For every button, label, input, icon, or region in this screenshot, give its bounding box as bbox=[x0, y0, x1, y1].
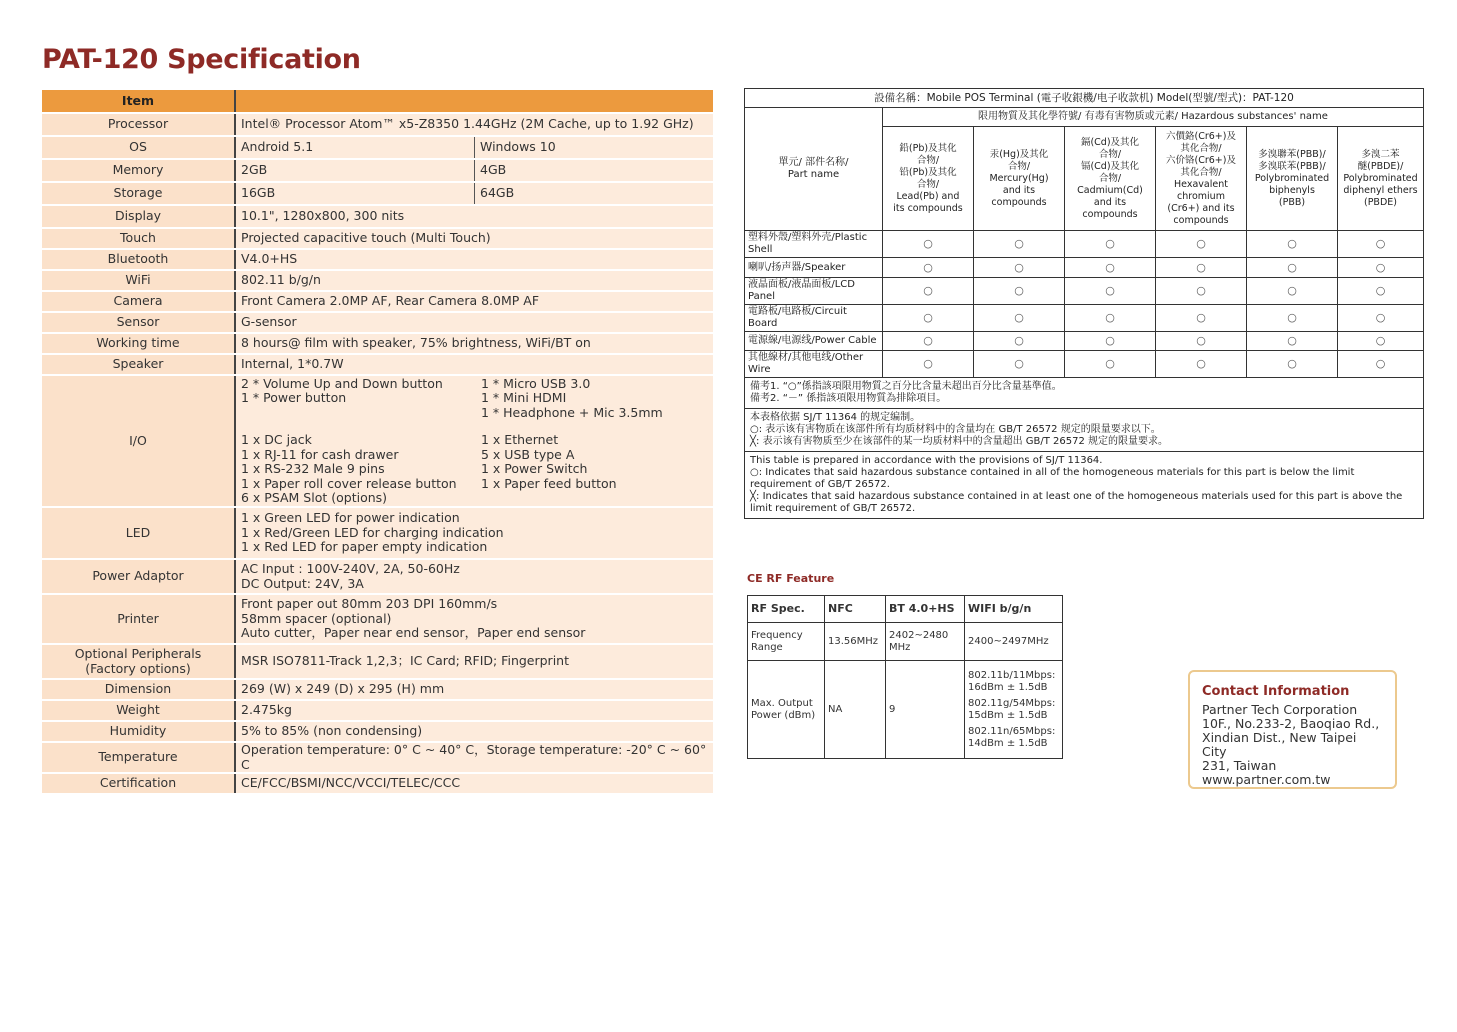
rohs-mark: ○ bbox=[1247, 231, 1338, 258]
rohs-note-line: 備考2. “－” 係指該項限用物質為排除項目。 bbox=[750, 393, 947, 404]
io-line: 1 x DC jack bbox=[241, 432, 312, 447]
spec-label: Camera bbox=[42, 292, 236, 311]
spec-value bbox=[236, 595, 713, 643]
page-title: PAT-120 Specification bbox=[42, 44, 361, 75]
rohs-note-line: 本表格依据 SJ/T 11364 的规定编制。 bbox=[750, 412, 921, 423]
rf-header: NFC bbox=[825, 596, 886, 623]
table-row bbox=[42, 183, 713, 204]
spec-label: Power Adaptor bbox=[42, 560, 236, 593]
table-row bbox=[42, 680, 713, 699]
spec-value: 5% to 85% (non condensing) bbox=[236, 722, 713, 741]
rohs-mark: ○ bbox=[1338, 351, 1424, 378]
rf-header: BT 4.0+HS bbox=[886, 596, 965, 623]
rohs-cell-line: 其化合物/ bbox=[1180, 166, 1222, 178]
rohs-cell-line: 汞(Hg)及其化 bbox=[989, 148, 1049, 160]
table-row bbox=[42, 560, 713, 593]
rf-cell: Frequency Range bbox=[748, 623, 825, 661]
rohs-cell-line: chromium bbox=[1177, 190, 1225, 202]
spec-label-line: (Factory options) bbox=[85, 660, 191, 676]
rohs-mark: ○ bbox=[1156, 231, 1247, 258]
io-line: 2 * Volume Up and Down button bbox=[241, 375, 443, 391]
rohs-title: 設備名稱：Mobile POS Terminal (電子收銀機/电子收款机) Model(型號/型式)：PAT-120 bbox=[745, 89, 1424, 108]
spec-value: 802.11 b/g/n bbox=[236, 271, 713, 290]
io-line: 1 x RS-232 Male 9 pins bbox=[241, 461, 385, 476]
spec-value: Intel® Processor Atom™ x5-Z8350 1.44GHz (2M Cache, up to 1.92 GHz) bbox=[236, 114, 713, 135]
spec-value: 8 hours@ film with speaker, 75% brightness, WiFi/BT on bbox=[236, 334, 713, 353]
rohs-cell-line: and its bbox=[1002, 184, 1036, 196]
rf-wifi-line: 15dBm ± 1.5dB bbox=[968, 709, 1048, 721]
rohs-cell-line: Polybrominated bbox=[1343, 172, 1418, 184]
rf-header: WIFI b/g/n bbox=[965, 596, 1063, 623]
rf-wifi-line: 802.11b/11Mbps: bbox=[968, 669, 1056, 681]
rohs-table bbox=[744, 88, 1424, 519]
rohs-mark: ○ bbox=[974, 231, 1065, 258]
io-line: 1 x Ethernet bbox=[481, 432, 559, 447]
rohs-cell-line: Part name bbox=[787, 169, 840, 180]
rohs-mark: ○ bbox=[1247, 305, 1338, 332]
spec-header-row bbox=[42, 90, 713, 112]
ce-rf-title: CE RF Feature bbox=[747, 572, 835, 585]
rohs-part-row bbox=[745, 305, 1424, 332]
rohs-cell-line: 六价铬(Cr6+)及 bbox=[1166, 154, 1236, 166]
table-row bbox=[42, 313, 713, 332]
rf-cell: 2400~2497MHz bbox=[965, 623, 1063, 661]
spec-label: OS bbox=[42, 137, 236, 158]
spec-label bbox=[42, 645, 236, 678]
spec-value-io bbox=[236, 376, 713, 506]
rohs-cell-line: compounds bbox=[1082, 208, 1138, 220]
spec-label: I/O bbox=[42, 376, 236, 506]
power-line: DC Output: 24V, 3A bbox=[241, 575, 364, 591]
rohs-mark: ○ bbox=[1247, 278, 1338, 305]
rohs-part-row bbox=[745, 258, 1424, 278]
table-row bbox=[42, 774, 713, 793]
spec-label: Printer bbox=[42, 595, 236, 643]
spec-label: Processor bbox=[42, 114, 236, 135]
rohs-part-name: 電源線/电源线/Power Cable bbox=[745, 332, 883, 351]
rohs-cell-line: 合物/ bbox=[916, 154, 940, 166]
spec-label: Temperature bbox=[42, 743, 236, 772]
spec-label: Storage bbox=[42, 183, 236, 204]
contact-line: Partner Tech Corporation bbox=[1202, 702, 1358, 717]
contact-line: Xindian Dist., New Taipei City bbox=[1202, 730, 1357, 759]
rohs-cell-line: Hexavalent bbox=[1174, 178, 1228, 190]
spec-label-line: Optional Peripherals bbox=[74, 646, 202, 661]
rohs-mark: ○ bbox=[883, 332, 974, 351]
rohs-mark: ○ bbox=[1247, 332, 1338, 351]
table-row bbox=[42, 206, 713, 227]
rohs-cell-line: 鎘(Cd)及其化 bbox=[1080, 136, 1140, 148]
rohs-cell-line: 多溴联苯(PBB)/ bbox=[1258, 160, 1326, 172]
rf-row-frequency bbox=[748, 623, 1063, 661]
io-group-a bbox=[241, 377, 708, 421]
spec-label: Speaker bbox=[42, 355, 236, 374]
rohs-note bbox=[745, 378, 1424, 409]
rohs-mark: ○ bbox=[1156, 351, 1247, 378]
rohs-mark: ○ bbox=[974, 305, 1065, 332]
rohs-part-row bbox=[745, 278, 1424, 305]
rohs-mark: ○ bbox=[974, 351, 1065, 378]
rf-cell: 13.56MHz bbox=[825, 623, 886, 661]
rohs-note-line: ╳: 表示该有害物质至少在该部件的某一均质材料中的含量超出 GB/T 26572 规定的限量要求。 bbox=[750, 436, 1169, 447]
rohs-cell-line: 多溴二苯 bbox=[1361, 148, 1400, 160]
rohs-mark: ○ bbox=[883, 278, 974, 305]
rf-cell: NA bbox=[825, 661, 886, 759]
rf-cell-wifi bbox=[965, 661, 1063, 759]
table-row bbox=[42, 355, 713, 374]
spec-value: G-sensor bbox=[236, 313, 713, 332]
rohs-part-name-header bbox=[745, 108, 883, 231]
table-row bbox=[42, 645, 713, 678]
spec-label: Working time bbox=[42, 334, 236, 353]
rohs-mark: ○ bbox=[1156, 258, 1247, 278]
rohs-mark: ○ bbox=[974, 278, 1065, 305]
rohs-part-name: 喇叭/扬声器/Speaker bbox=[745, 258, 883, 278]
rohs-substance-header bbox=[1247, 127, 1338, 231]
rohs-note-line: This table is prepared in accordance with the provisions of SJ/T 11364. bbox=[750, 455, 1103, 466]
led-line: 1 x Red LED for paper empty indication bbox=[241, 539, 488, 555]
io-line: 1 x Paper roll cover release button bbox=[241, 475, 457, 491]
spec-label: Memory bbox=[42, 160, 236, 181]
spec-value: V4.0+HS bbox=[236, 250, 713, 269]
led-line: 1 x Green LED for power indication bbox=[241, 510, 460, 526]
table-row bbox=[42, 595, 713, 643]
contact-website-link[interactable]: www.partner.com.tw bbox=[1202, 772, 1331, 787]
spec-value: 269 (W) x 249 (D) x 295 (H) mm bbox=[236, 680, 713, 699]
spec-value bbox=[236, 508, 713, 558]
spec-label: WiFi bbox=[42, 271, 236, 290]
table-row bbox=[42, 137, 713, 158]
rohs-part-name: 電路板/电路板/Circuit Board bbox=[745, 305, 883, 332]
printer-line: Front paper out 80mm 203 DPI 160mm/s bbox=[241, 596, 498, 612]
table-row bbox=[42, 250, 713, 269]
rohs-mark: ○ bbox=[974, 258, 1065, 278]
spec-value bbox=[236, 560, 713, 593]
rohs-note-line: ○: Indicates that said hazardous substance contained in all of the homogeneous materials for this part is below the limit requirement of GB/T 26572. bbox=[750, 467, 1355, 490]
rohs-note-line: ╳: Indicates that said hazardous substance contained in at least one of the homogeneous materials used for this part is above the limit requirement of GB/T 26572. bbox=[750, 491, 1403, 514]
rohs-part-row bbox=[745, 231, 1424, 258]
table-row bbox=[42, 334, 713, 353]
spec-value: 2.475kg bbox=[236, 701, 713, 720]
table-row bbox=[42, 114, 713, 135]
rohs-substance-header bbox=[883, 127, 974, 231]
rohs-cell-line: (PBB) bbox=[1278, 196, 1306, 208]
rohs-note-cn bbox=[745, 409, 1424, 452]
rohs-mark: ○ bbox=[883, 258, 974, 278]
table-row bbox=[42, 292, 713, 311]
table-row bbox=[42, 271, 713, 290]
rohs-note-en bbox=[745, 452, 1424, 519]
spec-label: Certification bbox=[42, 774, 236, 793]
rohs-cell-line: 合物/ bbox=[1007, 160, 1031, 172]
io-group-b bbox=[241, 433, 708, 506]
rohs-mark: ○ bbox=[883, 351, 974, 378]
io-line: 6 x PSAM Slot (options) bbox=[241, 490, 388, 505]
rohs-mark: ○ bbox=[1338, 332, 1424, 351]
rohs-note bbox=[745, 452, 1424, 519]
rohs-note-line: ○: 表示该有害物质在该部件所有均质材料中的含量均在 GB/T 26572 规定的限量要求以下。 bbox=[750, 424, 1161, 435]
rohs-cell-line: 六價鉻(Cr6+)及 bbox=[1166, 130, 1236, 142]
rohs-part-name: 其他線材/其他电线/Other Wire bbox=[745, 351, 883, 378]
spec-value: 10.1", 1280x800, 300 nits bbox=[236, 206, 713, 227]
rohs-mark: ○ bbox=[1065, 305, 1156, 332]
rf-cell: Max. Output Power (dBm) bbox=[748, 661, 825, 759]
rohs-mark: ○ bbox=[1065, 231, 1156, 258]
rohs-substance-header bbox=[1156, 127, 1247, 231]
contact-line: 231, Taiwan bbox=[1202, 758, 1277, 773]
io-line: 1 * Micro USB 3.0 bbox=[481, 375, 591, 391]
rohs-cell-line: diphenyl ethers bbox=[1343, 184, 1418, 196]
rohs-note-line: 備考1. “○”係指該項限用物質之百分比含量未超出百分比含量基準值。 bbox=[750, 381, 1062, 392]
rohs-cell-line: compounds bbox=[1173, 214, 1229, 226]
rf-wifi-line: 802.11n/65Mbps: bbox=[968, 725, 1056, 737]
contact-line: 10F., No.233-2, Baoqiao Rd., bbox=[1202, 716, 1380, 731]
rohs-mark: ○ bbox=[1247, 351, 1338, 378]
rf-header-row bbox=[748, 596, 1063, 623]
rohs-mark: ○ bbox=[883, 231, 974, 258]
rohs-cell-line: 合物/ bbox=[916, 178, 940, 190]
table-row bbox=[42, 229, 713, 248]
rohs-part-name: 塑料外殼/塑料外壳/Plastic Shell bbox=[745, 231, 883, 258]
rohs-mark: ○ bbox=[1156, 332, 1247, 351]
contact-box bbox=[1188, 670, 1397, 789]
table-row-io bbox=[42, 376, 713, 506]
rohs-mark: ○ bbox=[1065, 278, 1156, 305]
rohs-cell-line: Cadmium(Cd) bbox=[1077, 184, 1143, 196]
spec-table bbox=[42, 88, 713, 795]
spec-label: Sensor bbox=[42, 313, 236, 332]
io-line: 1 x Paper feed button bbox=[481, 475, 617, 491]
rf-header: RF Spec. bbox=[748, 596, 825, 623]
rohs-mark: ○ bbox=[1338, 305, 1424, 332]
rohs-cell-line: 铅(Pb)及其化 bbox=[899, 166, 957, 178]
rohs-substance-header bbox=[1338, 127, 1424, 231]
rohs-mark: ○ bbox=[1338, 231, 1424, 258]
table-row bbox=[42, 160, 713, 181]
spec-value: Front Camera 2.0MP AF, Rear Camera 8.0MP AF bbox=[236, 292, 713, 311]
rf-wifi-line: 14dBm ± 1.5dB bbox=[968, 737, 1048, 749]
table-row bbox=[42, 722, 713, 741]
printer-line: Auto cutter，Paper near end sensor，Paper end sensor bbox=[241, 625, 586, 641]
printer-line: 58mm spacer (optional) bbox=[241, 610, 392, 626]
rohs-cell-line: Mercury(Hg) bbox=[989, 172, 1049, 184]
spec-value: CE/FCC/BSMI/NCC/VCCI/TELEC/CCC bbox=[236, 774, 713, 793]
table-row bbox=[42, 743, 713, 772]
io-line: 1 x RJ-11 for cash drawer bbox=[241, 446, 399, 462]
rohs-cell-line: its compounds bbox=[893, 202, 963, 214]
rohs-cell-line: 多溴聯苯(PBB)/ bbox=[1258, 148, 1326, 160]
spec-label: Dimension bbox=[42, 680, 236, 699]
rohs-cell-line: compounds bbox=[991, 196, 1047, 208]
rohs-mark: ○ bbox=[1156, 278, 1247, 305]
rohs-cell-line: 醚(PBDE)/ bbox=[1357, 160, 1404, 172]
rf-row-power bbox=[748, 661, 1063, 759]
rohs-cell-line: (Cr6+) and its bbox=[1167, 202, 1235, 214]
spec-value: MSR ISO7811-Track 1,2,3；IC Card; RFID; Fingerprint bbox=[236, 645, 713, 678]
io-line: 1 * Headphone + Mic 3.5mm bbox=[481, 404, 663, 420]
rohs-cell-line: Lead(Pb) and bbox=[896, 190, 960, 202]
rohs-part-row bbox=[745, 332, 1424, 351]
io-line: 1 * Mini HDMI bbox=[481, 390, 567, 405]
rohs-mark: ○ bbox=[974, 332, 1065, 351]
rohs-part-name: 液晶面板/液晶面板/LCD Panel bbox=[745, 278, 883, 305]
contact-title: Contact Information bbox=[1202, 684, 1350, 699]
rf-cell: 9 bbox=[886, 661, 965, 759]
rohs-cell-line: (PBDE) bbox=[1364, 196, 1397, 208]
rohs-mark: ○ bbox=[1338, 278, 1424, 305]
ce-rf-table bbox=[747, 595, 1063, 759]
rohs-cell-line: 鉛(Pb)及其化 bbox=[899, 142, 957, 154]
spec-header-blank bbox=[236, 90, 713, 112]
rohs-mark: ○ bbox=[1156, 305, 1247, 332]
spec-value: Projected capacitive touch (Multi Touch) bbox=[236, 229, 713, 248]
rohs-cell-line: and its bbox=[1093, 196, 1127, 208]
spec-value: Android 5.1 bbox=[236, 137, 475, 158]
rohs-note-tw bbox=[745, 378, 1424, 409]
spec-label: Humidity bbox=[42, 722, 236, 741]
rohs-mark: ○ bbox=[883, 305, 974, 332]
io-line: 1 x Power Switch bbox=[481, 461, 588, 476]
spec-label: Touch bbox=[42, 229, 236, 248]
rohs-mark: ○ bbox=[1065, 332, 1156, 351]
rohs-mark: ○ bbox=[1065, 258, 1156, 278]
rohs-cell-line: 單元/ 部件名称/ bbox=[778, 157, 849, 168]
rohs-cell-line: 合物/ bbox=[1098, 148, 1122, 160]
rohs-note bbox=[745, 409, 1424, 452]
rohs-cell-line: Polybrominated bbox=[1254, 172, 1330, 184]
rohs-mark: ○ bbox=[1247, 258, 1338, 278]
spec-value: 4GB bbox=[475, 160, 713, 181]
rohs-mark: ○ bbox=[1065, 351, 1156, 378]
io-line: 1 * Power button bbox=[241, 390, 347, 405]
spec-header-item: Item bbox=[42, 90, 236, 112]
spec-value: Internal, 1*0.7W bbox=[236, 355, 713, 374]
led-line: 1 x Red/Green LED for charging indication bbox=[241, 524, 504, 540]
rohs-mark: ○ bbox=[1338, 258, 1424, 278]
spec-label: Bluetooth bbox=[42, 250, 236, 269]
rf-cell: 2402~2480 MHz bbox=[886, 623, 965, 661]
table-row bbox=[42, 701, 713, 720]
spec-value: Operation temperature: 0° C ~ 40° C，Storage temperature: -20° C ~ 60° C bbox=[236, 743, 713, 772]
spec-label: Display bbox=[42, 206, 236, 227]
table-row bbox=[42, 508, 713, 558]
rohs-cell-line: 其化合物/ bbox=[1180, 142, 1222, 154]
rohs-cell-line: biphenyls bbox=[1269, 184, 1315, 196]
rohs-substance-header bbox=[1065, 127, 1156, 231]
rf-wifi-line: 16dBm ± 1.5dB bbox=[968, 681, 1048, 693]
spec-label: Weight bbox=[42, 701, 236, 720]
spec-value: 16GB bbox=[236, 183, 475, 204]
spec-value: 2GB bbox=[236, 160, 475, 181]
rf-wifi-line: 802.11g/54Mbps: bbox=[968, 697, 1056, 709]
io-line: 5 x USB type A bbox=[481, 446, 575, 462]
rohs-cell-line: 镉(Cd)及其化 bbox=[1080, 160, 1140, 172]
rohs-substance-header bbox=[974, 127, 1065, 231]
spec-value: 64GB bbox=[475, 183, 713, 204]
rohs-part-row bbox=[745, 351, 1424, 378]
rohs-subheader: 限用物質及其化學符號/ 有毒有害物质或元素/ Hazardous substances' name bbox=[883, 108, 1424, 127]
rohs-cell-line: 合物/ bbox=[1098, 172, 1122, 184]
spec-label: LED bbox=[42, 508, 236, 558]
power-line: AC Input : 100V-240V, 2A, 50-60Hz bbox=[241, 561, 460, 576]
spec-value: Windows 10 bbox=[475, 137, 713, 158]
